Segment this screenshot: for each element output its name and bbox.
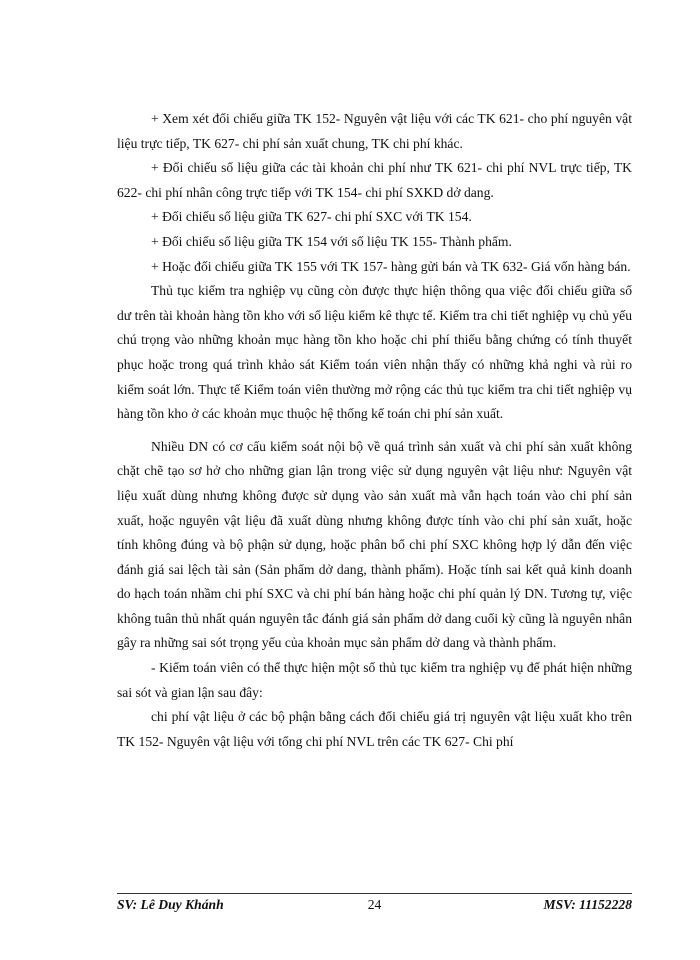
paragraph-2: + Đối chiếu số liệu giữa các tài khoản chi phí như TK 621- chi phí NVL trực tiếp, TK 622- chi phí nhân công trực tiếp với TK 154- chi phí SXKD dở dang. bbox=[117, 160, 632, 200]
paragraph-7: Nhiều DN có cơ cấu kiểm soát nội bộ về quá trình sản xuất và chi phí sản xuất không chặt chẽ tạo sơ hở cho những gian lận trong việc sử dụng nguyên vật liệu như: Nguyên vật liệu xuất dùng nhưng không được sử dụng vào sản xuất mà vẫn hạch toán vào chi phí sản xuất, hoặc nguyên vật liệu đã xuất dùng nhưng không được tính vào chi phí sản xuất, hoặc tính không đúng và bộ phận sử dụng, hoặc phân bổ chi phí SXC không hợp lý dẫn đến việc đánh giá sai lệch tài sản (Sản phẩm dở dang, thành phẩm). Hoặc tính sai kết quả kinh doanh do hạch toán nhầm chi phí SXC và chi phí bán hàng hoặc chi phí quản lý DN. Tương tự, việc không tuân thủ nhất quán nguyên tắc đánh giá sản phẩm dở dang cuối kỳ cũng là nguyên nhân gây ra những sai sót trọng yếu của khoản mục sản phẩm dở dang và thành phẩm. bbox=[117, 438, 632, 651]
footer-student-name: SV: Lê Duy Khánh bbox=[117, 897, 224, 912]
paragraph-9: chi phí vật liệu ở các bộ phận bằng cách đối chiếu giá trị nguyên vật liệu xuất kho trên TK 152- Nguyên vật liệu với tổng chi phí NVL trên các TK 627- Chi phí bbox=[117, 709, 632, 749]
footer-page-number: 24 bbox=[367, 897, 382, 912]
paragraph-5: + Hoặc đối chiếu giữa TK 155 với TK 157- hàng gửi bán và TK 632- Giá vốn hàng bán. bbox=[151, 258, 631, 274]
paragraph-1: + Xem xét đối chiếu giữa TK 152- Nguyên vật liệu với các TK 621- cho phí nguyên vật liệu trực tiếp, TK 627- chi phí sản xuất chung, TK chi phí khác. bbox=[117, 111, 632, 151]
paragraph-gap bbox=[117, 427, 632, 435]
page-body bbox=[117, 107, 632, 754]
paragraph-6: Thủ tục kiểm tra nghiệp vụ cũng còn được thực hiện thông qua việc đối chiếu giữa số dư trên tài khoản hàng tồn kho với số liệu kiểm kê thực tế. Kiểm tra chi tiết nghiệp vụ chủ yếu chú trọng vào những khoản mục hàng tồn kho hoặc chi phí thiếu bằng chứng có tính thuyết phục hoặc trong quá trình khảo sát Kiểm toán viên nhận thấy có những khả nghi và rủi ro kiểm soát lớn. Thực tế Kiểm toán viên thường mở rộng các thủ tục kiểm tra chi tiết nghiệp vụ hàng tồn kho ở các khoản mục thuộc hệ thống kế toán chi phí sản xuất. bbox=[117, 283, 632, 422]
paragraph-4: + Đối chiếu số liệu giữa TK 154 với số liệu TK 155- Thành phẩm. bbox=[151, 233, 512, 249]
page-footer bbox=[117, 897, 632, 917]
paragraph-3: + Đối chiếu số liệu giữa TK 627- chi phí SXC với TK 154. bbox=[151, 209, 472, 225]
footer-divider bbox=[117, 893, 632, 894]
paragraph-8: - Kiểm toán viên có thể thực hiện một số thủ tục kiểm tra nghiệp vụ để phát hiện những sai sót và gian lận sau đây: bbox=[117, 660, 632, 700]
footer-student-id: MSV: 11152228 bbox=[543, 897, 632, 912]
